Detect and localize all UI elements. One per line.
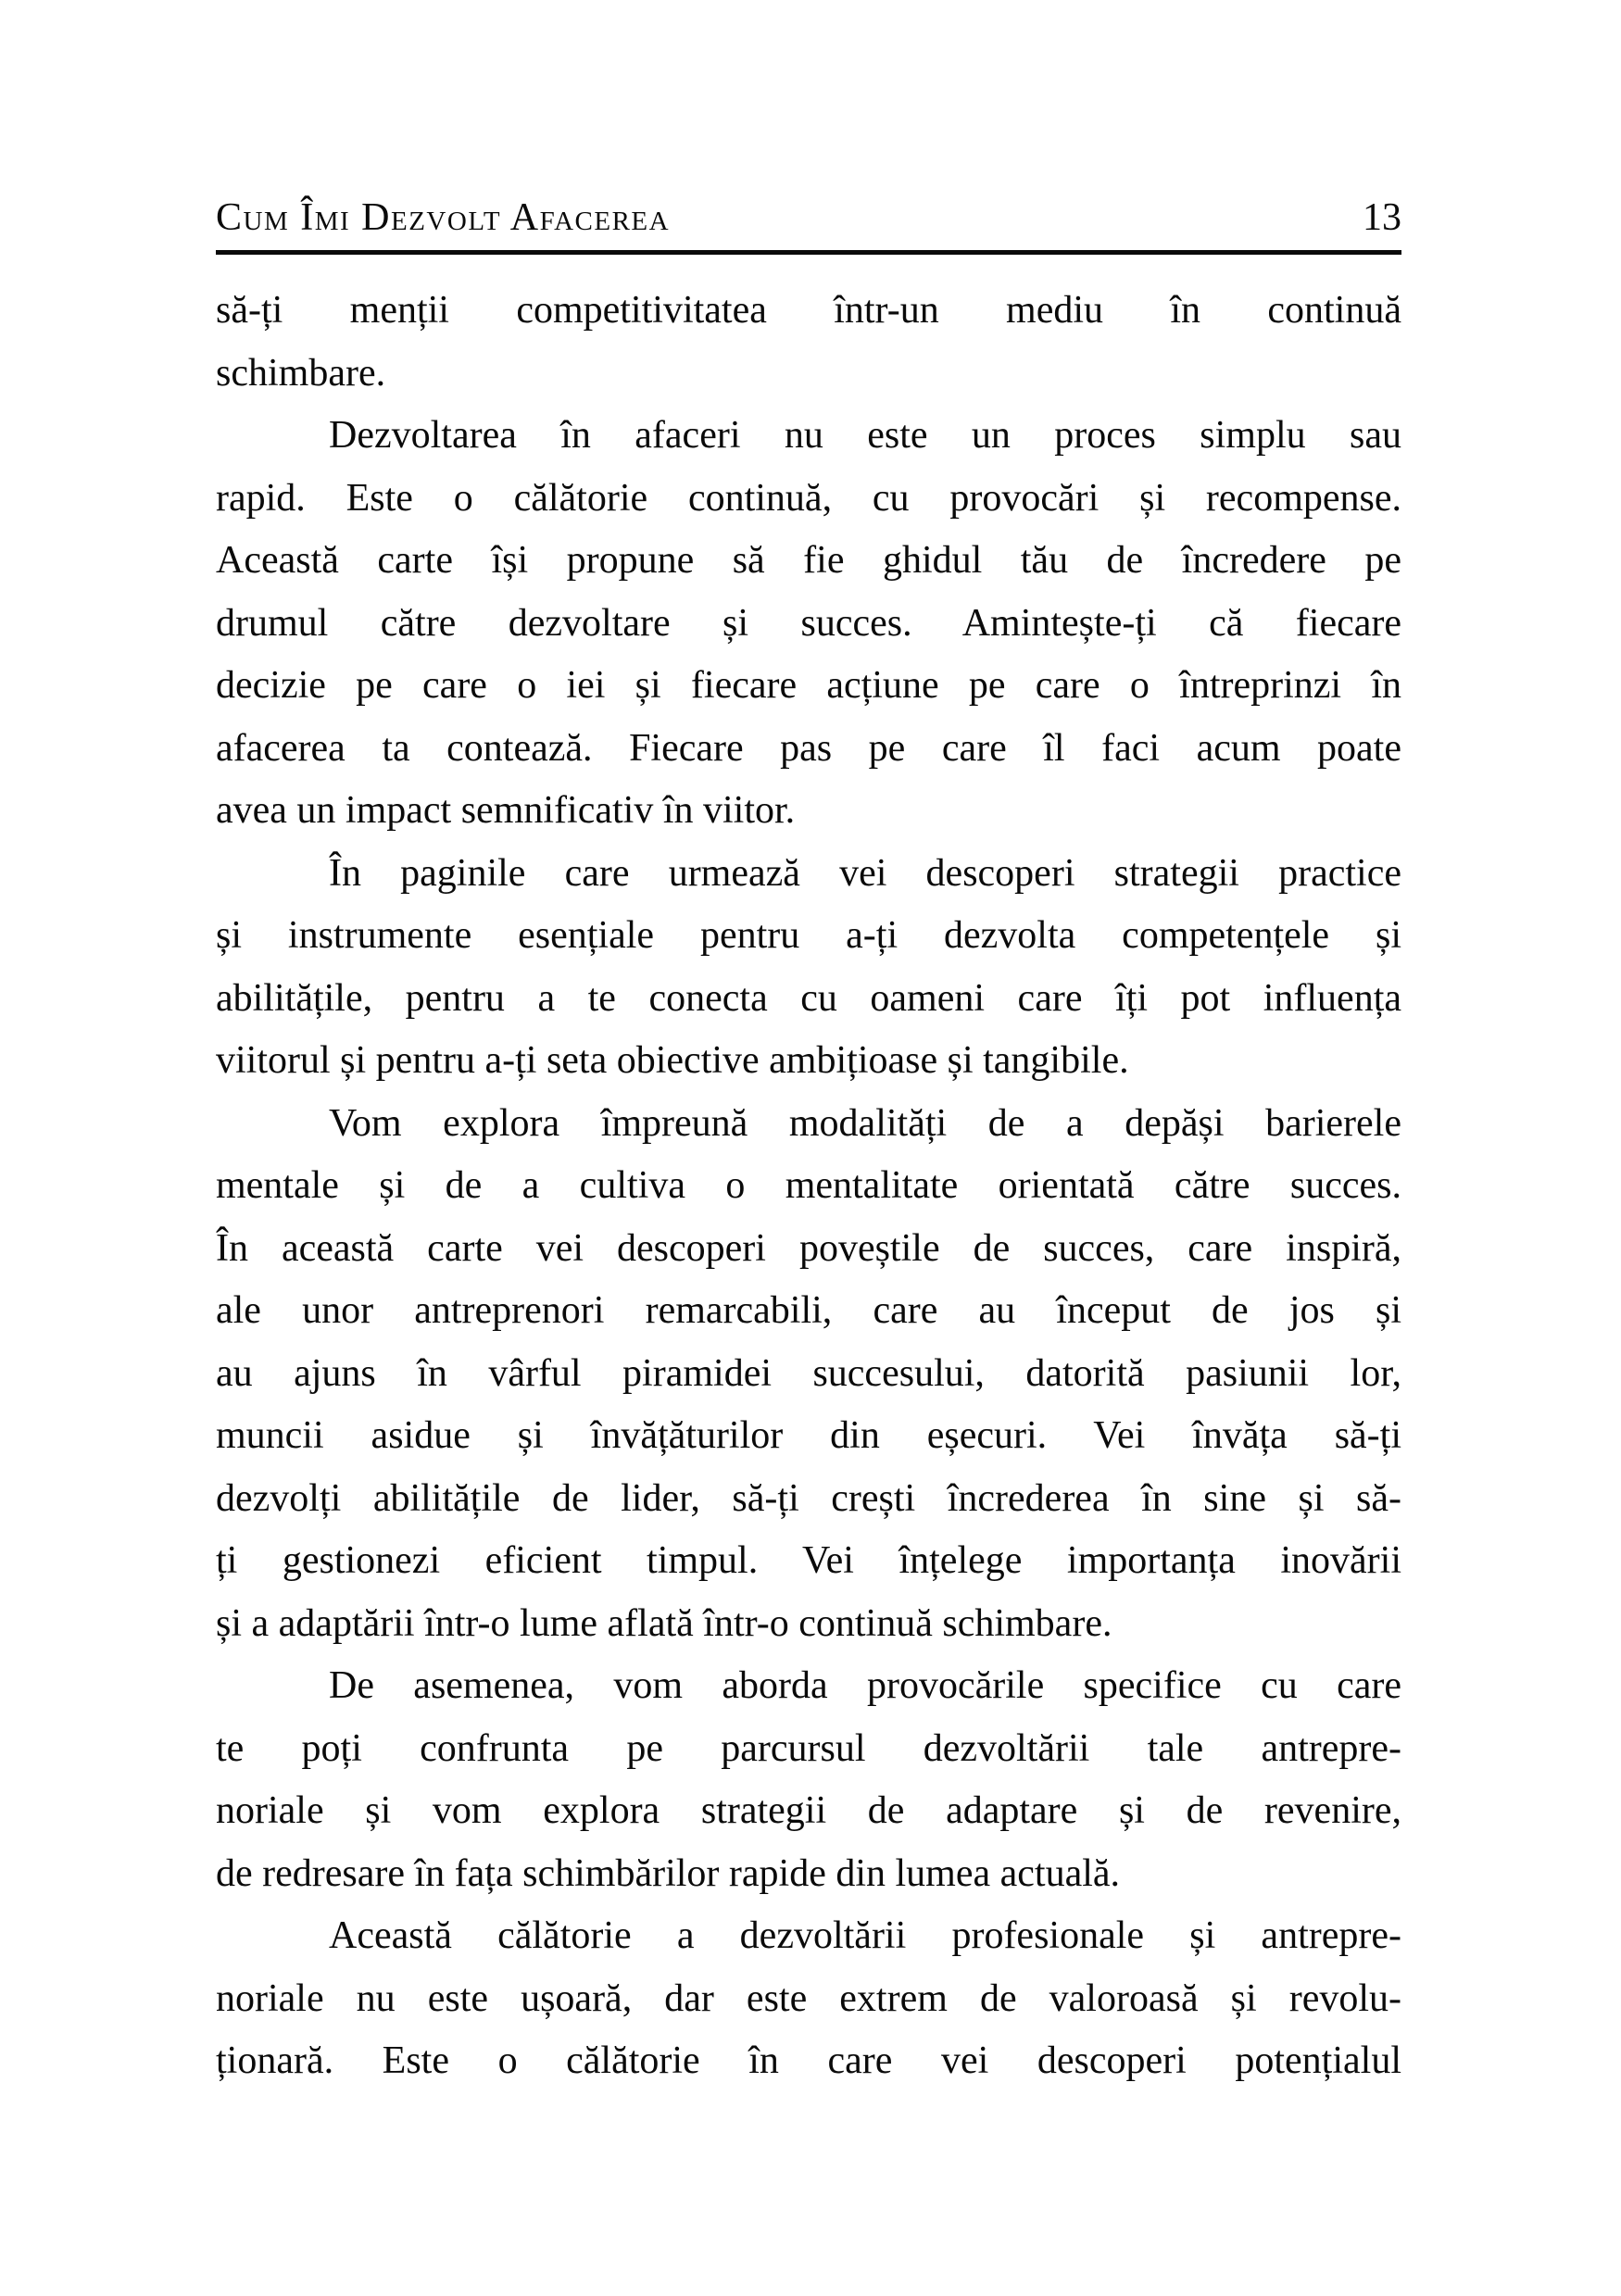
running-header-title: Cum Îmi Dezvolt Afacerea <box>216 196 671 239</box>
text-line: ționară. Este o călătorie în care vei descoperi potențialul <box>216 2039 1401 2082</box>
text-line: și a adaptării într-o lume aflată într-o continuă schimbare. <box>216 1601 1112 1645</box>
text-line: Această călătorie a dezvoltării profesionale și antrepre- <box>329 1914 1401 1957</box>
text-line: viitorul și pentru a-ți seta obiective ambițioase și tangibile. <box>216 1039 1129 1082</box>
text-line: afacerea ta contează. Fiecare pas pe care îl faci acum poate <box>216 726 1401 770</box>
text-line: ale unor antreprenori remarcabili, care au început de jos și <box>216 1289 1401 1332</box>
text-line: avea un impact semnificativ în viitor. <box>216 789 796 832</box>
text-line: ți gestionezi eficient timpul. Vei înțelege importanța inovării <box>216 1539 1401 1582</box>
text-line: au ajuns în vârful piramidei succesului, datorită pasiunii lor, <box>216 1351 1401 1395</box>
text-line: Această carte își propune să fie ghidul tău de încredere pe <box>216 539 1401 582</box>
header-rule <box>216 250 1401 255</box>
text-line: și instrumente esențiale pentru a-ți dezvolta competențele și <box>216 914 1401 957</box>
text-line: muncii asidue și învățăturilor din eșecuri. Vei învăța să-ți <box>216 1414 1401 1457</box>
text-line: În paginile care urmează vei descoperi strategii practice <box>329 851 1401 895</box>
text-line: noriale nu este ușoară, dar este extrem de valoroasă și revolu- <box>216 1976 1401 2020</box>
text-line: drumul către dezvoltare și succes. Amintește-ți că fiecare <box>216 601 1401 645</box>
text-line: Dezvoltarea în afaceri nu este un proces simplu sau <box>329 414 1401 457</box>
text-line: noriale și vom explora strategii de adaptare și de revenire, <box>216 1789 1401 1832</box>
text-line: să-ți menții competitivitatea într-un mediu în continuă <box>216 289 1401 332</box>
body-text <box>216 280 1401 2093</box>
text-line: decizie pe care o iei și fiecare acțiune pe care o întreprinzi în <box>216 664 1401 707</box>
text-line: dezvolți abilitățile de lider, să-ți crești încrederea în sine și să- <box>216 1476 1401 1520</box>
text-line: abilitățile, pentru a te conecta cu oameni care îți pot influența <box>216 976 1401 1020</box>
text-line: În această carte vei descoperi poveștile de succes, care inspiră, <box>216 1226 1401 1270</box>
text-line: Vom explora împreună modalități de a depăși barierele <box>329 1101 1401 1145</box>
text-line: mentale și de a cultiva o mentalitate orientată către succes. <box>216 1164 1401 1207</box>
text-line: te poți confrunta pe parcursul dezvoltării tale antrepre- <box>216 1726 1401 1770</box>
text-line: De asemenea, vom aborda provocările specifice cu care <box>329 1664 1401 1707</box>
text-line: rapid. Este o călătorie continuă, cu provocări și recompense. <box>216 476 1401 520</box>
page-number: 13 <box>1363 196 1401 239</box>
text-line: de redresare în fața schimbărilor rapide din lumea actuală. <box>216 1851 1121 1895</box>
text-line: schimbare. <box>216 351 386 395</box>
page-header <box>216 198 1401 237</box>
